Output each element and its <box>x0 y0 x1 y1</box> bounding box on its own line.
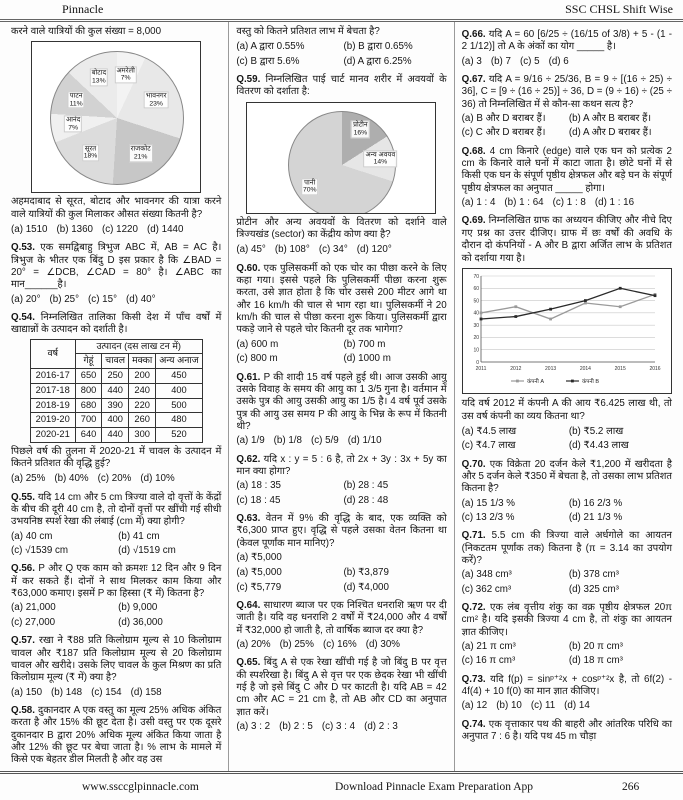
question-number: Q.57. <box>11 635 39 647</box>
option: (d) 1000 m <box>343 353 391 365</box>
pie-slice-value: 11% <box>69 100 83 108</box>
options <box>11 602 221 629</box>
option: (a) 1/9 <box>236 435 265 447</box>
options <box>236 721 446 733</box>
option: (b) ₹3,879 <box>343 567 389 579</box>
table-row <box>30 398 202 413</box>
option: (d) 28 : 48 <box>343 494 389 506</box>
options <box>462 641 672 668</box>
question-number: Q.74. <box>461 718 489 730</box>
table-row <box>30 428 202 443</box>
table-row <box>30 369 202 384</box>
options <box>236 552 446 564</box>
option: (a) 20% <box>236 639 271 651</box>
option: (d) 325 cm³ <box>568 583 619 595</box>
option: (c) 15° <box>88 293 117 305</box>
option: (d) 6 <box>548 55 569 67</box>
page-footer <box>0 771 683 800</box>
table-cell: 800 <box>75 383 102 398</box>
option: (b) 1360 <box>56 224 93 236</box>
option: (c) 1220 <box>102 224 138 236</box>
option: (d) 1 : 16 <box>594 197 635 209</box>
table-column-header: चावल <box>102 354 129 369</box>
option: (a) 21 π cm³ <box>461 641 516 653</box>
page-header <box>0 0 683 22</box>
question-number: Q.67. <box>461 74 489 86</box>
option: (a) ₹5,000 <box>236 551 282 563</box>
options <box>236 639 446 651</box>
option: (b) 1/8 <box>273 435 302 447</box>
option: (c) ₹5,779 <box>236 581 282 593</box>
question-number: Q.65. <box>236 657 264 669</box>
table-cell: 260 <box>129 413 156 428</box>
option: (d) ₹4,000 <box>343 581 389 593</box>
option: (c) 13 2/3 % <box>461 511 515 523</box>
option: (a) 600 m <box>236 338 279 350</box>
options <box>236 480 446 507</box>
option: (c) 16 π cm³ <box>461 655 516 667</box>
content-columns <box>4 22 679 771</box>
table-cell: 480 <box>156 413 202 428</box>
pie-slice-label <box>301 178 319 195</box>
table-cell: 700 <box>75 413 102 428</box>
option: (c) √1539 cm <box>11 545 69 557</box>
svg-text:2013: 2013 <box>544 365 556 372</box>
question-number: Q.66. <box>461 29 489 40</box>
table-group-header: उत्पादन (दस लाख टन में) <box>75 339 202 354</box>
option: (b) 10 <box>496 700 522 712</box>
option: (c) 362 cm³ <box>461 583 512 595</box>
option: (d) √1519 cm <box>118 545 176 557</box>
option: (b) B द्वारा 0.65% <box>343 41 413 53</box>
question-number: Q.59. <box>236 74 266 86</box>
table-cell: 500 <box>156 398 202 413</box>
paragraph: यदि वर्ष 2012 में कंपनी A की आय ₹6.425 लाख थी, तो उस वर्ष कंपनी का व्यय कितना था? <box>461 398 672 422</box>
table-cell: 400 <box>156 383 202 398</box>
paragraph: प्रोटीन और अन्य अवयवों के वितरण को दर्शाने वाले त्रिज्यखंड (sector) का केंद्रीय कोण क्या है? <box>236 216 447 241</box>
svg-text:50: 50 <box>473 298 479 305</box>
table-cell: 2020-21 <box>30 428 75 443</box>
question: Q.55. यदि 14 cm और 5 cm त्रिज्या वाले दो वृत्तों के केंद्रों के बीच की दूरी 40 cm है, तो दोनों वृत्तों पर खींची गई सीधी उभयनिष्ठ स्पर्श रेखा की लंबाई (cm में) क्या होगी? <box>11 491 222 528</box>
header-right-title: SSC CHSL Shift Wise <box>565 2 673 16</box>
question: Q.58. दुकानदार A एक वस्तु का मूल्य 25% अधिक अंकित करता है और 15% की छूट देता है। उसी वस्तु पर एक दूसरे दुकानदार B द्वारा 20% अधिक मूल्य अंकित किया जाता है और 12% की छूट पर बेचा जाता है। % लाभ के मामले में किसे एक बेहतर डील मिलती है और वह उस <box>11 704 222 766</box>
pie-slice-value: 14% <box>373 158 388 166</box>
option: (c) 5/9 <box>310 435 339 447</box>
option: (b) 40% <box>54 473 89 485</box>
option: (c) 5 <box>519 55 540 67</box>
svg-text:2014: 2014 <box>579 365 591 372</box>
option: (d) 36,000 <box>118 616 163 628</box>
table-column-header: गेहूं <box>75 354 102 369</box>
pie-slice-label <box>351 121 370 138</box>
table-cell: 440 <box>102 428 129 443</box>
question: Q.59. निम्नलिखित पाई चार्ट मानव शरीर में अवयवों के वितरण को दर्शाता है: <box>236 74 447 98</box>
pie-slice-label <box>114 66 136 83</box>
svg-text:30: 30 <box>473 322 479 329</box>
option: (a) B और D बराबर हैं। <box>461 113 546 125</box>
table-cell: 220 <box>129 398 156 413</box>
question: Q.54. निम्नलिखित तालिका किसी देश में पाँच वर्षों में खाद्यान्नों के उत्पादन को दर्शाती है। <box>11 312 222 336</box>
question-number: Q.73. <box>461 673 491 685</box>
option: (c) 11 <box>530 700 556 712</box>
pie-slice-name: पानी <box>304 179 316 187</box>
option: (c) 27,000 <box>11 616 56 628</box>
question-number: Q.54. <box>11 312 41 324</box>
pie-slice-name: आनंद <box>65 116 81 124</box>
pie-slice-name: बोटाद <box>91 69 107 77</box>
option: (d) A और D बराबर हैं। <box>568 127 652 139</box>
pie-slice-value: 7% <box>68 124 79 132</box>
options <box>11 473 221 485</box>
svg-text:2015: 2015 <box>614 365 626 372</box>
pie-slice-label <box>90 69 108 86</box>
question-number: Q.55. <box>11 491 38 503</box>
options <box>462 498 672 525</box>
table-cell: 440 <box>102 383 129 398</box>
question: Q.62. यदि x : y = 5 : 6 है, तो 2x + 3y : 3x + 5y का मान क्या होगा? <box>236 453 447 477</box>
option: (b) 378 cm³ <box>568 569 619 581</box>
paragraph: करने वाले यात्रियों की कुल संख्या = 8,000 <box>11 26 162 37</box>
option: (a) 348 cm³ <box>461 569 512 581</box>
question: Q.53. एक समद्विबाहु त्रिभुज ABC में, AB = AC है। त्रिभुज के भीतर एक बिंदु D इस प्रकार है कि ∠BAD = 20° = ∠DCB, ∠CAD = 80° है। ∠ABC का मान______है। <box>11 242 222 291</box>
options <box>11 224 221 236</box>
option: (a) 21,000 <box>11 602 56 614</box>
option: (d) 30% <box>365 639 401 651</box>
table-cell: 640 <box>75 428 102 443</box>
option: (d) 10% <box>140 473 175 485</box>
option: (c) 18 : 45 <box>236 494 281 506</box>
options <box>11 531 221 558</box>
paragraph: अहमदाबाद से सूरत, बोटाद और भावनगर की यात्रा करने वाले यात्रियों की कुल मिलाकर औसत संख्या कितनी है? <box>11 196 222 220</box>
svg-text:60: 60 <box>473 285 479 292</box>
question: Q.66. यदि A = 60 [6/25 ÷ (16/15 of 3/8) + 5 - (1 - 2 1/12)] तो A के अंकों का योग _____ है। <box>461 29 672 53</box>
option: (d) A द्वारा 6.25% <box>343 55 412 67</box>
table-cell: 2017-18 <box>30 383 75 398</box>
option: (a) 1 : 4 <box>461 197 496 209</box>
option: (c) 3 : 4 <box>321 721 356 733</box>
svg-text:20: 20 <box>473 335 479 342</box>
option: (b) 16 2/3 % <box>568 497 623 509</box>
pie-slice-value: 16% <box>353 129 368 137</box>
options <box>11 687 221 699</box>
option: (c) 800 m <box>236 353 278 365</box>
svg-text:70: 70 <box>473 273 479 280</box>
options <box>462 113 672 140</box>
question: Q.70. एक विक्रेता 20 दर्जन केले ₹1,200 में खरीदता है और 5 दर्जन केले ₹350 में बेचता है, तो उसका लाभ प्रतिशत कितना है? <box>461 458 672 495</box>
option: (a) 1510 <box>11 224 48 236</box>
pie-slice-label <box>68 91 85 108</box>
question: Q.60. एक पुलिसकर्मी को एक चोर का पीछा करने के लिए कहा गया। इससे पहले कि पुलिसकर्मी पीछा करना शुरू करता, उसे ज्ञात होता है कि चोर उससे 200 मीटर आगे था और 16 km/h की चाल से भाग रहा था। पुलिसकर्मी ने 20 km/h की चाल से पीछा करना शुरू किया। पुलिसकर्मी द्वारा पकड़े जाने से पहले चोर कितनी दूर तक भागेगा? <box>236 262 447 336</box>
table-row <box>30 413 202 428</box>
table-column-header: अन्य अनाज <box>156 354 202 369</box>
question-number: Q.72. <box>461 602 491 613</box>
pie-slice-name: सूरत <box>84 144 97 152</box>
svg-text:2012: 2012 <box>509 365 522 372</box>
option: (d) 1440 <box>146 224 184 236</box>
option: (a) 15 1/3 % <box>461 497 516 509</box>
table-cell: 300 <box>129 428 156 443</box>
table-cell: 680 <box>75 398 102 413</box>
question-number: Q.56. <box>11 563 39 575</box>
svg-text:0: 0 <box>475 359 479 366</box>
pie-slice-label <box>129 145 153 162</box>
question-number: Q.62. <box>236 453 264 465</box>
question-number: Q.63. <box>236 512 266 524</box>
table-cell: 2018-19 <box>30 398 75 413</box>
question: Q.69. निम्नलिखित ग्राफ का अध्ययन कीजिए और नीचे दिए गए प्रश्न का उत्तर दीजिए। ग्राफ में छः वर्षों की अवधि के दौरान दो कंपनियों - A और B द्वारा अर्जित लाभ के प्रतिशत को दर्शाया गया है। <box>461 215 672 264</box>
options <box>236 567 446 594</box>
option: (a) 3 : 2 <box>236 721 271 733</box>
options <box>462 197 672 209</box>
pie-slice-label <box>82 144 100 161</box>
pie-slice-name: अन्य अवयव <box>365 151 396 159</box>
option: (b) 700 m <box>343 338 386 350</box>
option: (b) 1 : 64 <box>504 197 544 209</box>
question: Q.71. 5.5 cm की त्रिज्या वाले अर्धगोले का आयतन (निकटतम पूर्णांक तक) कितना है (π = 3.14 का उपयोग करें)? <box>461 530 672 566</box>
table-column-header: मक्का <box>129 354 156 369</box>
options <box>462 56 672 68</box>
option: (b) 9,000 <box>118 602 158 614</box>
production-table <box>30 339 203 443</box>
question-number: Q.64. <box>236 600 264 611</box>
table-cell: 2019-20 <box>30 413 75 428</box>
pie-slice-label <box>364 150 398 167</box>
option: (d) 40° <box>126 293 156 305</box>
option: (d) 158 <box>130 686 162 698</box>
question: Q.74. एक वृत्ताकार पथ की बाहरी और आंतरिक परिधि का अनुपात 7 : 6 है। यदि पथ 45 m चौड़ा <box>461 718 672 743</box>
question: Q.63. वेतन में 9% की वृद्धि के बाद, एक व्यक्ति को ₹6,300 प्राप्त हुए। वृद्धि से पहले उसका वेतन कितना था (केवल पूर्णांक मान मानिए)? <box>236 512 447 549</box>
table-cell: 390 <box>102 398 129 413</box>
option: (a) 150 <box>11 686 43 698</box>
table-row <box>30 383 202 398</box>
options <box>462 426 672 453</box>
pie-slice-name: भावनगर <box>145 92 167 100</box>
question: Q.73. यदि f(p) = sinᵖ⁺²x + cosᵖ⁺²x है, तो 6f(2) - 4f(4) + 10 f(0) का मान ज्ञात कीजिए। <box>461 673 672 698</box>
option: (b) 25% <box>279 639 314 651</box>
option: (d) 18 π cm³ <box>568 655 623 667</box>
options <box>462 569 672 596</box>
question: Q.67. यदि A = 9/16 ÷ 25/36, B = 9 ÷ [(16 ÷ 25) ÷ 36], C = [9 ÷ (16 ÷ 25)] ÷ 36, D = (9 ÷ 16) ÷ (25 ÷ 36) तो निम्नलिखित में से कौन-सा कथन सत्य है? <box>461 74 672 110</box>
option: (b) 148 <box>51 686 83 698</box>
option: (d) 120° <box>356 244 392 256</box>
option: (a) 40 cm <box>11 530 53 542</box>
pie-slice-name: राजकोट <box>130 145 151 153</box>
line-chart-box <box>462 268 672 394</box>
table-cell: 520 <box>156 428 202 443</box>
option: (c) 34° <box>318 244 348 256</box>
question-number: Q.61. <box>236 371 264 383</box>
options <box>236 339 446 366</box>
question-number: Q.71. <box>461 530 492 542</box>
pie-chart-box <box>246 102 436 214</box>
options <box>236 435 446 447</box>
option: (d) 14 <box>564 700 590 712</box>
pie-slice-value: 18% <box>83 152 98 160</box>
pie-slice-name: प्रोटीन <box>353 121 368 129</box>
pie-slice-value: 13% <box>92 77 106 85</box>
option: (c) C और D बराबर हैं। <box>461 127 546 139</box>
option: (c) 1 : 8 <box>552 197 586 209</box>
table-cell: 2016-17 <box>30 369 75 384</box>
question-number: Q.53. <box>11 242 41 254</box>
svg-text:2011: 2011 <box>475 365 487 372</box>
question-number: Q.60. <box>236 262 264 274</box>
table-cell: 400 <box>102 413 129 428</box>
svg-text:कंपनी B: कंपनी B <box>581 378 599 385</box>
paragraph: वस्तु को कितने प्रतिशत लाभ में बेचता है? <box>236 26 380 37</box>
question: Q.57. रखा ने ₹88 प्रति किलोग्राम मूल्य से 10 किलोग्राम चावल और ₹187 प्रति किलोग्राम मूल्य से 20 किलोग्राम चावल और खरीदे। उसके लिए चावल के कुल मिश्रण का प्रति किलोग्राम मूल्य (₹ में) क्या है? <box>11 635 222 684</box>
pie-slice-value: 21% <box>133 153 148 161</box>
question-number: Q.70. <box>461 458 490 470</box>
table-cell: 650 <box>75 369 102 384</box>
svg-text:40: 40 <box>473 310 479 317</box>
question: Q.61. P की शादी 15 वर्ष पहले हुई थी। आज उसकी आयु उसके विवाह के समय की आयु का 1 3/5 गुना है। वर्तमान में उसके पुत्र की आयु उसकी आयु का 1/5 है। 4 वर्ष पूर्व उसके पुत्र की आयु उस समय P की आयु के भिन्न के रूप में कितनी थी? <box>236 371 447 432</box>
profit-line-chart <box>464 270 662 388</box>
question: Q.56. P और Q एक काम को क्रमशः 12 दिन और 9 दिन में कर सकते हैं। दोनों ने साथ मिलकर काम किया और ₹63,000 कमाए। इसमें P का हिस्सा (₹ में) कितना है? <box>11 563 222 600</box>
pie-slice-name: पाटन <box>69 92 83 100</box>
option: (c) 20% <box>97 473 132 485</box>
option: (a) 12 <box>461 700 488 712</box>
option: (b) 108° <box>274 244 310 256</box>
question: Q.72. एक लंब वृत्तीय शंकु का वक्र पृष्ठीय क्षेत्रफल 20π cm² है। यदि इसकी त्रिज्या 4 cm है, तो शंकु का आयतन ज्ञात कीजिए। <box>461 602 672 638</box>
option: (b) 41 cm <box>118 530 160 542</box>
column-2 <box>228 22 453 771</box>
option: (c) ₹4.7 लाख <box>461 440 516 452</box>
options <box>236 41 446 68</box>
brand-title: Pinnacle <box>62 2 104 16</box>
option: (d) ₹4.43 लाख <box>568 440 629 452</box>
column-3 <box>454 22 679 771</box>
option: (d) 1/10 <box>347 435 382 447</box>
option: (b) A और B बराबर हैं। <box>568 113 652 125</box>
option: (a) A द्वारा 0.55% <box>236 41 305 53</box>
svg-text:10: 10 <box>473 347 479 354</box>
question-number: Q.58. <box>11 704 39 716</box>
pie-slice-value: 23% <box>149 100 163 108</box>
option: (a) 25% <box>11 473 46 485</box>
options <box>462 700 672 712</box>
option: (b) 20 π cm³ <box>568 641 623 653</box>
option: (a) ₹4.5 लाख <box>461 425 517 437</box>
option: (b) 28 : 45 <box>343 480 389 492</box>
question: Q.65. बिंदु A से एक रेखा खींची गई है जो बिंदु B पर वृत्त की स्पर्शरेखा है। बिंदु A से वृत्त पर एक छेदक रेखा भी खींची गई है जो इसे बिंदु C और D पर काटती है। यदि AB = 42 cm और AC = 21 cm है, तो AB और CD का अनुपात ज्ञात करें। <box>236 657 447 718</box>
pie-chart-box <box>31 41 201 193</box>
option: (a) 18 : 35 <box>236 480 281 492</box>
option: (b) 7 <box>490 55 511 67</box>
pie-slice-label <box>144 91 169 108</box>
table-cell: 450 <box>156 369 202 384</box>
svg-text:कंपनी A: कंपनी A <box>526 378 544 385</box>
option: (d) 2 : 3 <box>364 721 398 733</box>
footer-page-number: 266 <box>622 781 640 793</box>
options <box>236 244 446 256</box>
question: Q.64. साधारण ब्याज पर एक निश्चित धनराशि ऋण पर दी जाती है। यदि वह धनराशि 2 वर्षों में ₹24,000 और 4 वर्षों में ₹32,000 हो जाती है, तो वार्षिक ब्याज दर क्या है? <box>236 600 447 636</box>
option: (b) 25° <box>49 293 80 305</box>
table-corner-header: वर्ष <box>30 339 75 368</box>
footer-app-text: Download Pinnacle Exam Preparation App <box>335 781 534 793</box>
table-cell: 240 <box>129 383 156 398</box>
pie-slice-value: 70% <box>302 186 317 194</box>
option: (b) 2 : 5 <box>279 721 313 733</box>
question-number: Q.69. <box>461 215 489 227</box>
option: (c) B द्वारा 5.6% <box>236 55 300 67</box>
svg-text:2016: 2016 <box>649 365 661 372</box>
option: (a) ₹5,000 <box>236 567 282 579</box>
table-cell: 200 <box>129 369 156 384</box>
options <box>11 294 221 306</box>
option: (d) 21 1/3 % <box>568 511 623 523</box>
option: (a) 3 <box>461 55 482 67</box>
footer-website: www.ssccglpinnacle.com <box>82 781 199 793</box>
option: (a) 20° <box>11 293 41 305</box>
pie-slice-name: अमरेली <box>116 67 135 75</box>
option: (a) 45° <box>236 244 266 256</box>
pie-slice-value: 7% <box>120 74 131 82</box>
table-cell: 250 <box>102 369 129 384</box>
paragraph: पिछले वर्ष की तुलना में 2020-21 में चावल के उत्पादन में कितने प्रतिशत की वृद्धि हुई? <box>11 445 222 470</box>
question: Q.68. 4 cm किनारे (edge) वाले एक घन को प्रत्येक 2 cm के किनारे वाले घनों में काटा जाता है। छोटे घनों में से किसी एक घन के संपूर्ण पृष्ठीय क्षेत्रफल और बड़े घन के संपूर्ण पृष्ठीय क्षेत्रफल का अनुपात _____ होगा। <box>461 145 672 194</box>
option: (c) 16% <box>322 639 357 651</box>
option: (c) 154 <box>91 686 122 698</box>
question-number: Q.68. <box>461 145 490 157</box>
column-1 <box>4 22 228 771</box>
option: (b) ₹5.2 लाख <box>568 425 624 437</box>
pie-slice-label <box>64 116 82 133</box>
